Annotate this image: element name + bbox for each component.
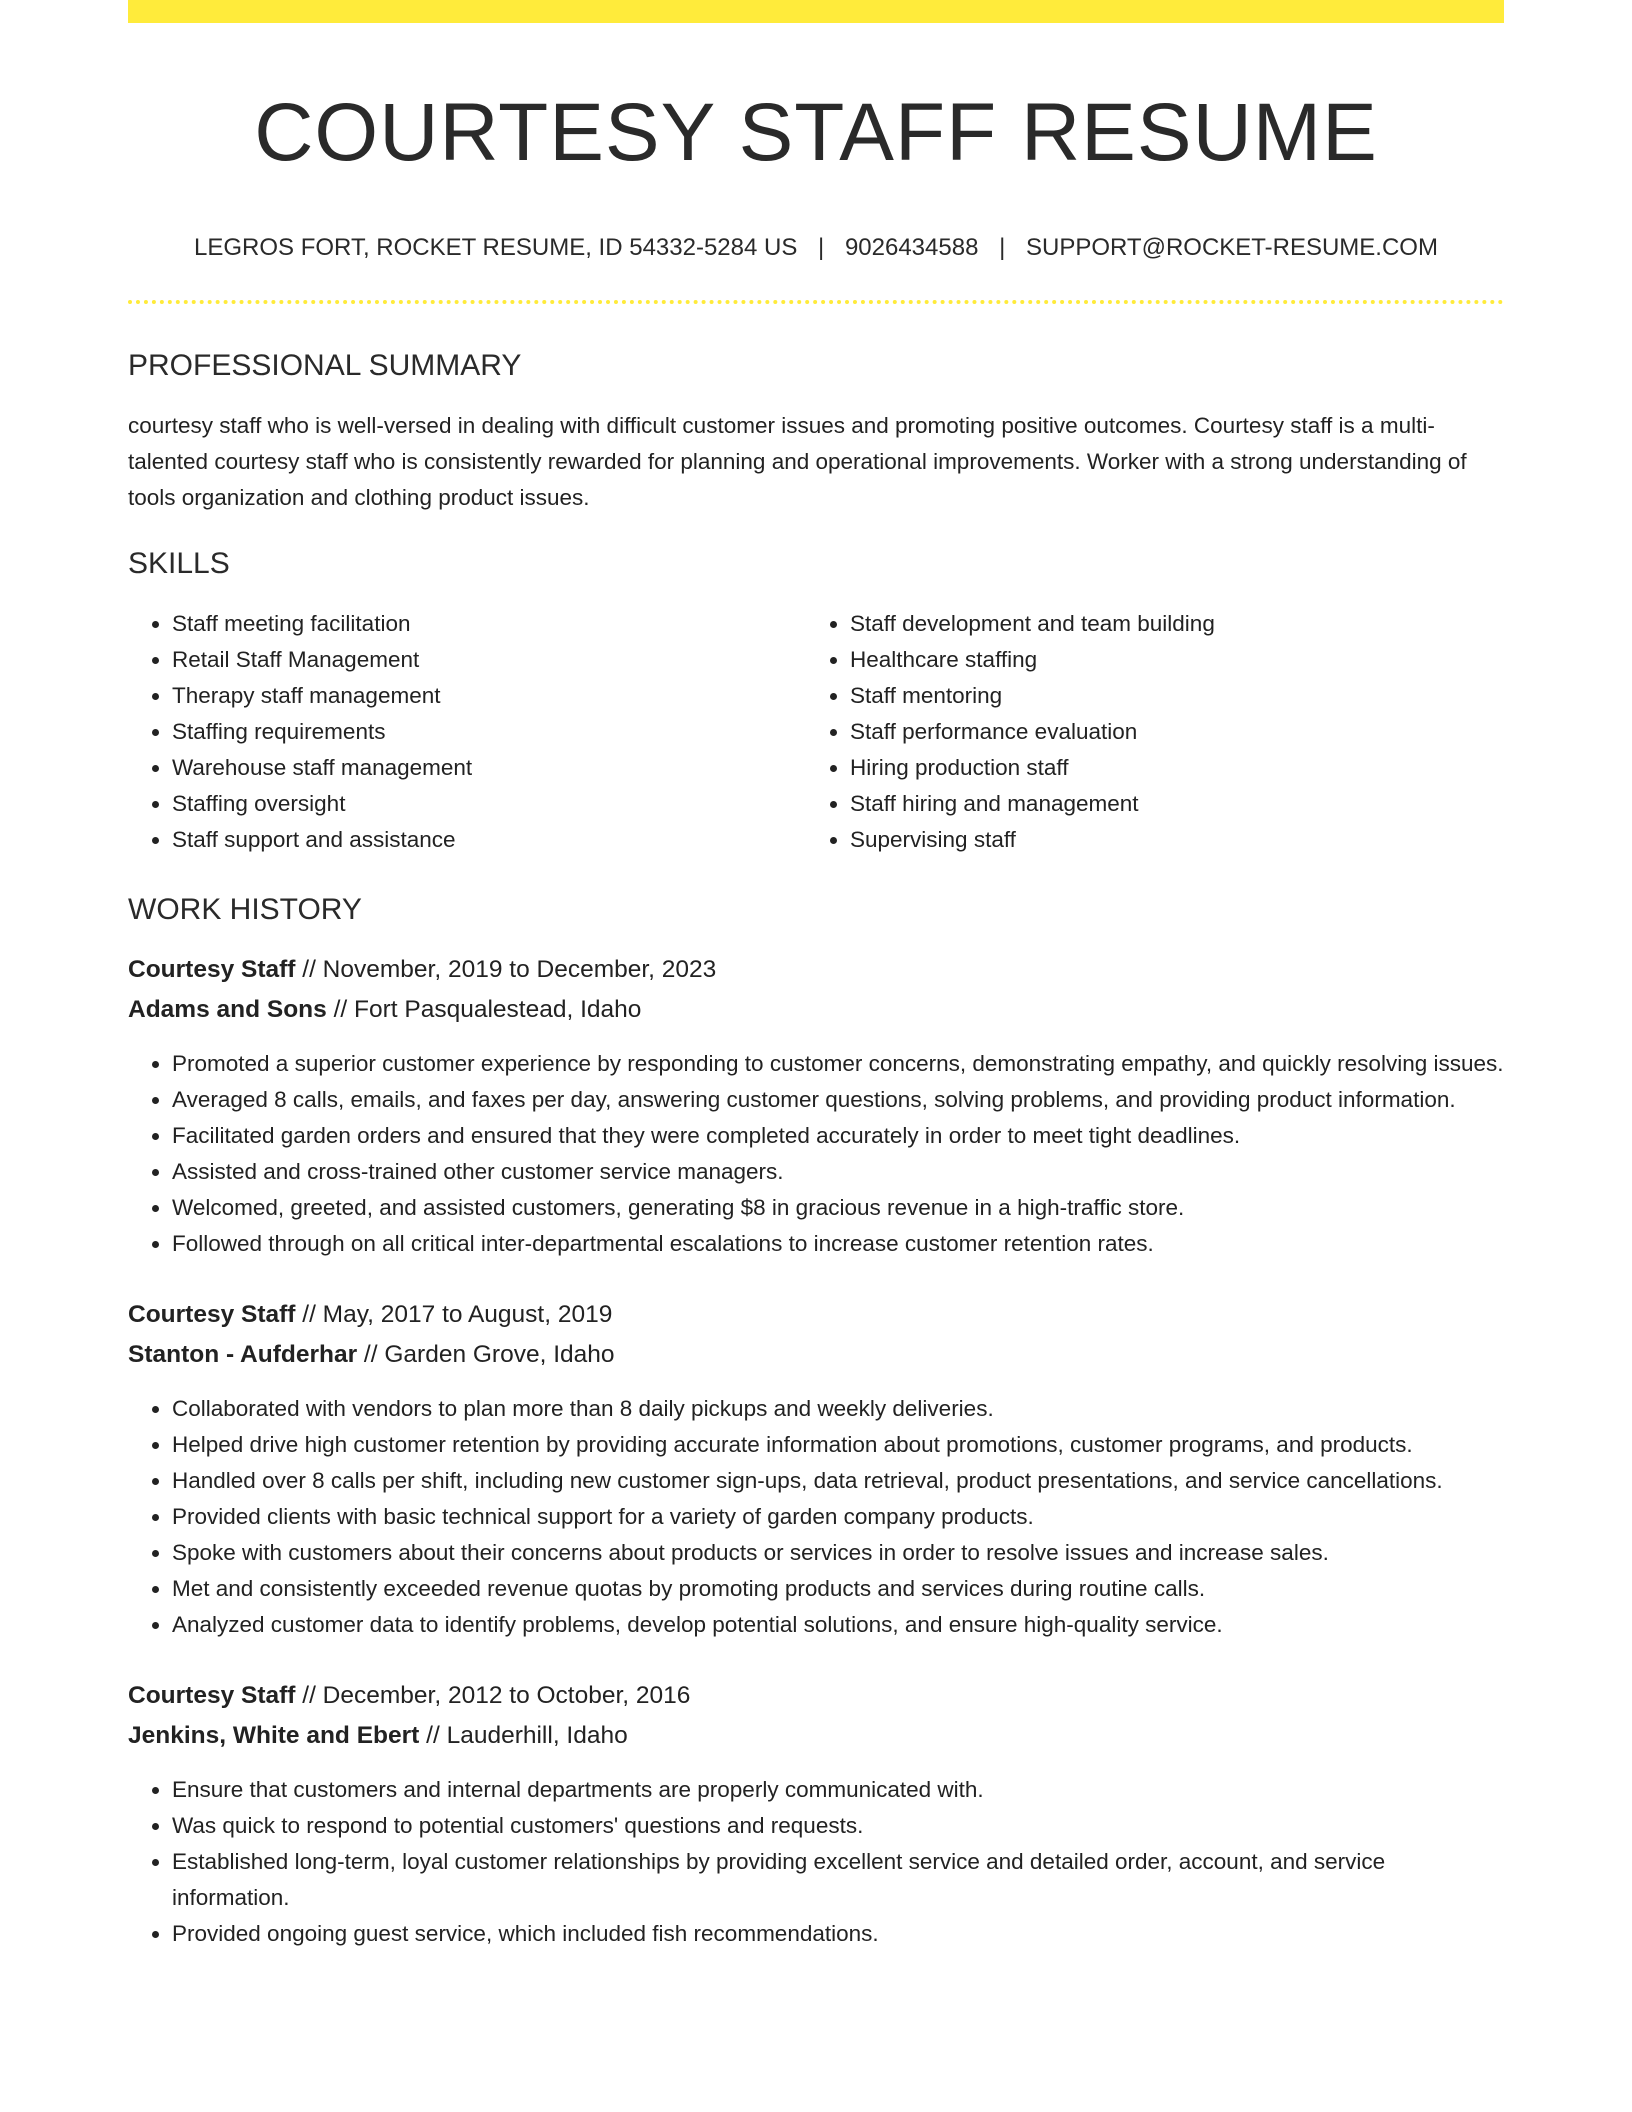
job-bullets	[128, 1772, 1504, 1952]
job-bullet: • Followed through on all critical inter-departmental escalations to increase customer retention rates.	[172, 1226, 1504, 1262]
job-bullet: • Helped drive high customer retention by providing accurate information about promotions, customer programs, and products.	[172, 1427, 1504, 1463]
job-role: Courtesy Staff	[128, 956, 296, 983]
job-dates: // May, 2017 to August, 2019	[295, 1301, 613, 1328]
skill-item: • Retail Staff Management	[172, 642, 806, 678]
job-company: Adams and Sons	[128, 996, 327, 1023]
job-bullet: • Was quick to respond to potential customers' questions and requests.	[172, 1808, 1504, 1844]
job-bullet: • Facilitated garden orders and ensured that they were completed accurately in order to meet tight deadlines.	[172, 1118, 1504, 1154]
job-bullet: • Welcomed, greeted, and assisted customers, generating $8 in gracious revenue in a high-traffic store.	[172, 1190, 1504, 1226]
job-dates: // December, 2012 to October, 2016	[295, 1682, 691, 1709]
skills-list-left	[128, 606, 806, 858]
work-history-heading: WORK HISTORY	[128, 893, 362, 926]
job-bullet: • Established long-term, loyal customer relationships by providing excellent service and detailed order, account, and service information.	[172, 1844, 1504, 1916]
job-entry	[128, 950, 1504, 1262]
skill-item: • Staff performance evaluation	[850, 714, 1484, 750]
skill-item: • Staff development and team building	[850, 606, 1484, 642]
resume-title: COURTESY STAFF RESUME	[254, 87, 1378, 178]
job-bullet: • Met and consistently exceeded revenue quotas by promoting products and services during routine calls.	[172, 1571, 1504, 1607]
skill-item: • Staff support and assistance	[172, 822, 806, 858]
contact-phone: 9026434588	[844, 234, 979, 261]
skills-columns	[128, 606, 1504, 858]
job-location: // Garden Grove, Idaho	[357, 1341, 615, 1368]
job-bullet: • Ensure that customers and internal departments are properly communicated with.	[172, 1772, 1504, 1808]
summary-text: courtesy staff who is well-versed in dealing with difficult customer issues and promoting positive outcomes. Courtesy staff is a multi-talented courtesy staff who is consistently rewarded for planning and operational improvements. Worker with a strong understanding of tools organization and clothing product issues.	[128, 413, 1467, 510]
skills-heading: SKILLS	[128, 547, 230, 580]
summary-heading: PROFESSIONAL SUMMARY	[128, 349, 522, 382]
job-company-line	[128, 1716, 1504, 1756]
skill-item: • Warehouse staff management	[172, 750, 806, 786]
job-role: Courtesy Staff	[128, 1682, 296, 1709]
job-bullet: • Averaged 8 calls, emails, and faxes per day, answering customer questions, solving problems, and providing product information.	[172, 1082, 1504, 1118]
contact-separator: |	[999, 234, 1006, 261]
skill-item: • Therapy staff management	[172, 678, 806, 714]
job-company-line	[128, 990, 1504, 1030]
job-bullet: • Provided ongoing guest service, which included fish recommendations.	[172, 1916, 1504, 1952]
job-bullet: • Assisted and cross-trained other customer service managers.	[172, 1154, 1504, 1190]
skill-item: • Staffing oversight	[172, 786, 806, 822]
job-bullet: • Spoke with customers about their concerns about products or services in order to resolve issues and increase sales.	[172, 1535, 1504, 1571]
job-location: // Lauderhill, Idaho	[419, 1722, 628, 1749]
job-role-line	[128, 950, 1504, 990]
job-bullets	[128, 1046, 1504, 1262]
skill-item: • Staff meeting facilitation	[172, 606, 806, 642]
skills-list-right	[806, 606, 1484, 858]
skill-item: • Staffing requirements	[172, 714, 806, 750]
resume-page	[128, 0, 1504, 1952]
dotted-divider	[128, 300, 1504, 304]
job-entry	[128, 1676, 1504, 1952]
job-company: Jenkins, White and Ebert	[128, 1722, 420, 1749]
job-role-line	[128, 1676, 1504, 1716]
skill-item: • Staff hiring and management	[850, 786, 1484, 822]
contact-line	[128, 233, 1504, 263]
contact-email: SUPPORT@ROCKET-RESUME.COM	[1026, 234, 1438, 261]
skill-item: • Healthcare staffing	[850, 642, 1484, 678]
skill-item: • Hiring production staff	[850, 750, 1484, 786]
job-role-line	[128, 1295, 1504, 1335]
job-company: Stanton - Aufderhar	[128, 1341, 358, 1368]
job-entry	[128, 1295, 1504, 1643]
contact-separator: |	[818, 234, 825, 261]
skill-item: • Supervising staff	[850, 822, 1484, 858]
job-bullet: • Promoted a superior customer experience by responding to customer concerns, demonstrating empathy, and quickly resolving issues.	[172, 1046, 1504, 1082]
job-bullet: • Handled over 8 calls per shift, including new customer sign-ups, data retrieval, product presentations, and service cancellations.	[172, 1463, 1504, 1499]
job-location: // Fort Pasqualestead, Idaho	[326, 996, 642, 1023]
job-bullet: • Analyzed customer data to identify problems, develop potential solutions, and ensure high-quality service.	[172, 1607, 1504, 1643]
job-bullet: • Collaborated with vendors to plan more than 8 daily pickups and weekly deliveries.	[172, 1391, 1504, 1427]
job-bullets	[128, 1391, 1504, 1643]
job-dates: // November, 2019 to December, 2023	[295, 956, 717, 983]
job-bullet: • Provided clients with basic technical support for a variety of garden company products.	[172, 1499, 1504, 1535]
job-role: Courtesy Staff	[128, 1301, 296, 1328]
skill-item: • Staff mentoring	[850, 678, 1484, 714]
accent-top-bar	[128, 0, 1504, 23]
contact-address: LEGROS FORT, ROCKET RESUME, ID 54332-5284 US	[194, 234, 798, 261]
job-company-line	[128, 1335, 1504, 1375]
